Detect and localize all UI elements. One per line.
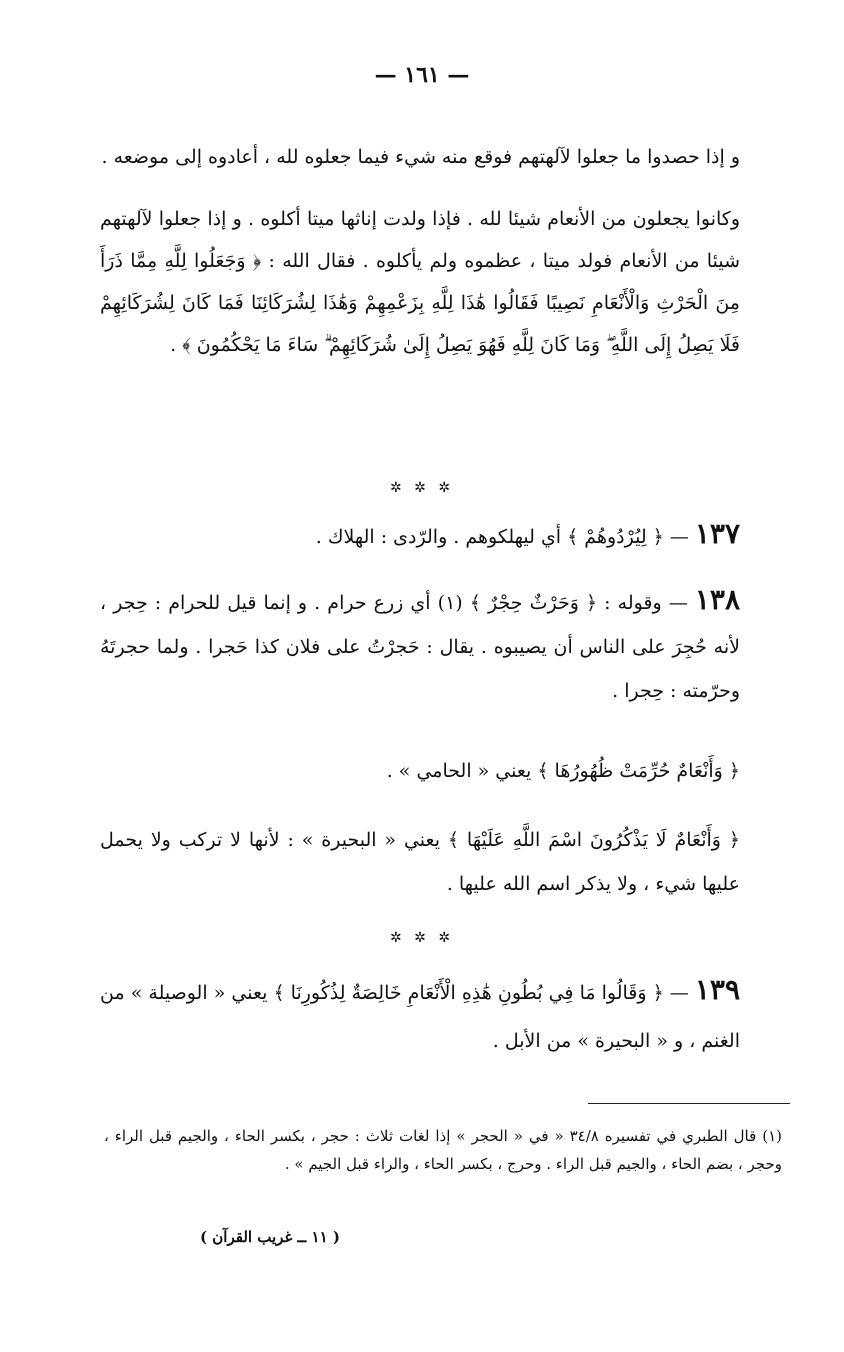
entry-137 [100, 514, 740, 557]
entry-138 [100, 578, 740, 713]
entry-number: ١٣٧ [694, 517, 740, 550]
footnote-rule [588, 1103, 790, 1104]
page-number: — ١٦١ — [374, 62, 470, 88]
entry-text: — ﴿ وَقَالُوا مَا فِي بُطُونِ هَٰذِهِ الْأَنْعَامِ خَالِصَةٌ لِذُكُورِنَا ﴾ يعني « الوصيلة » من الغنم ، و « البحيرة » من الأبل . [100, 982, 740, 1052]
entry-text: — ﴿ لِيُرْدُوهُمْ ﴾ أي ليهلكوهم . والرّدى : الهلاك . [315, 526, 689, 548]
section-separator: ✲ ✲ ✲ [389, 480, 455, 496]
paragraph-harvest: و إذا حصدوا ما جعلوا لآلهتهم فوقع منه شيء فيما جعلوه لله ، أعادوه إلى موضعه . [101, 146, 740, 168]
entry-text: — وقوله : ﴿ وَحَرْثٌ حِجْرٌ ﴾ (١) أي زرع حرام . و إنما قيل للحرام : حِجر ، لأنه حُجِرَ على الناس أن يصيبوه . يقال : حَجرْتُ على فلان كذا حَجرا . ولما حجرتَهُ وحرّمته : حِجرا . [100, 592, 740, 702]
footnote: (١) قال الطبري في تفسيره ٣٤/٨ « في « الحجر » إذا لغات ثلاث : حجر ، بكسر الحاء ، والجيم قبل الراء ، وحجر ، بضم الحاء ، والجيم قبل الراء . وحرج ، بكسر الحاء ، والراء قبل الجيم » . [104, 1127, 782, 1173]
signature-mark: ( ١١ ــ غريب القرآن ) [199, 1228, 340, 1246]
entry-139 [100, 966, 740, 1065]
paragraph-hami: ﴿ وَأَنْعَامٌ حُرِّمَتْ ظُهُورُهَا ﴾ يعني « الحامي » . [386, 760, 740, 782]
entry-number: ١٣٩ [694, 973, 741, 1006]
section-separator: ✲ ✲ ✲ [389, 930, 455, 946]
paragraph-cattle-verse: وكانوا يجعلون من الأنعام شيئا لله . فإذا ولدت إناثها ميتا أكلوه . و إذا جعلوا لآلهتهم شيئا من الأنعام فولد ميتا ، عظموه ولم يأكلوه . فقال الله : ﴿ وَجَعَلُوا لِلَّهِ مِمَّا ذَرَأَ مِنَ الْحَرْثِ وَالْأَنْعَامِ نَصِيبًا فَقَالُوا هَٰذَا لِلَّهِ بِزَعْمِهِمْ وَهَٰذَا لِشُرَكَائِنَا فَمَا كَانَ لِشُرَكَائِهِمْ فَلَا يَصِلُ إِلَى اللَّهِ ۖ وَمَا كَانَ لِلَّهِ فَهُوَ يَصِلُ إِلَىٰ شُرَكَائِهِمْ ۗ سَاءَ مَا يَحْكُمُونَ ﴾ . [100, 208, 740, 356]
entry-number: ١٣٨ [694, 583, 740, 616]
paragraph-bahira: ﴿ وَأَنْعَامٌ لَا يَذْكُرُونَ اسْمَ اللَّهِ عَلَيْهَا ﴾ يعني « البحيرة » : لأنها لا تركب ولا يحمل عليها شيء ، ولا يذكر اسم الله عليها . [100, 829, 740, 895]
